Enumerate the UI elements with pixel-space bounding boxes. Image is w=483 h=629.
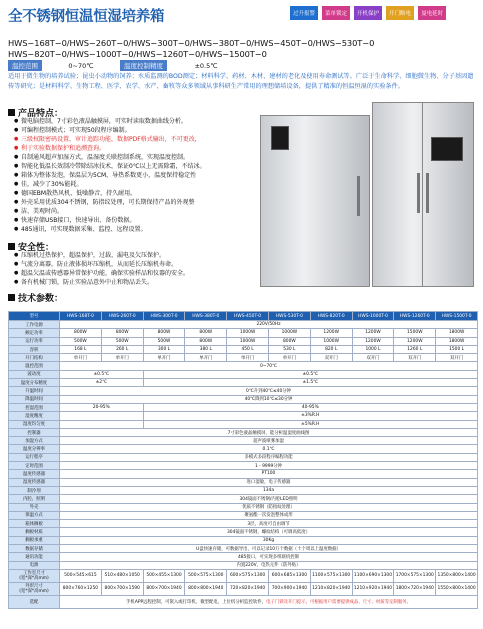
- table-cell: 0.1℃: [60, 445, 478, 453]
- row-label: 容积: [9, 345, 60, 353]
- feature-item: ● 自制通风超声加湿方式，温湿度关联控制系统，实现温度控制。: [14, 153, 279, 162]
- table-cell: 聚氨酯一次发泡整体成形: [60, 511, 478, 519]
- range-bar: [8, 60, 241, 71]
- table-row: [9, 403, 478, 411]
- table-cell: PT100: [60, 470, 478, 478]
- table-header-row: [9, 312, 478, 321]
- option-note-highlight: 电子门锁及开门提示，可根据用户需要提供成品、尺寸、材质等定制服务。: [266, 599, 411, 605]
- row-label: 数据存储: [9, 545, 60, 553]
- single-door-cabinet-image: [260, 115, 370, 287]
- table-cell: 优质不锈钢（防指纹处理）: [60, 503, 478, 511]
- table-cell: 1000W: [310, 337, 352, 345]
- row-label: 温度传感器: [9, 470, 60, 478]
- feature-badge: 过升报警: [290, 6, 318, 20]
- table-cell: 530 L: [268, 345, 310, 353]
- table-cell: 304镜面不锈钢，螺纹结构（可调高低度）: [60, 528, 478, 536]
- table-cell: 单开门: [185, 354, 227, 362]
- table-row: [9, 582, 478, 595]
- table-row: [9, 470, 478, 478]
- safety-item: ● 超温欠温或传感器异常保护功能，确保实验样品和仪器的安全。: [14, 269, 279, 278]
- table-cell: 双开门: [394, 354, 436, 362]
- table-row: [9, 379, 478, 387]
- table-cell: 单开门: [60, 354, 102, 362]
- table-cell: 820 L: [310, 345, 352, 353]
- row-label: 控湿范围: [9, 403, 60, 411]
- row-label: 温度分布精度: [9, 379, 60, 387]
- table-cell: 220V/50Hz: [60, 321, 478, 329]
- table-row: [9, 511, 478, 519]
- table-cell: 600×685×1300: [268, 569, 310, 582]
- table-cell: 7寸彩色液晶触摸屏，能分析温湿度曲线图: [60, 428, 478, 436]
- table-cell: 40℃降到10℃≤30分钟: [60, 395, 478, 403]
- row-label: 波动度: [9, 370, 60, 378]
- table-cell: 800W: [185, 337, 227, 345]
- table-row: [9, 569, 478, 582]
- table-row: [9, 478, 478, 486]
- table-cell: 800×700×1940: [143, 582, 185, 595]
- table-cell: 1550×800×1400: [436, 582, 478, 595]
- option-note-text: 手机APP远程控制，可嵌入或打印机、微型配电，上位机分析监控软件，: [126, 599, 267, 605]
- row-label: 箱体搁板: [9, 520, 60, 528]
- table-cell: 1200W: [352, 329, 394, 337]
- row-label: 搁板材质: [9, 528, 60, 536]
- square-bullet-icon: [8, 109, 15, 116]
- feature-item: ● 485通讯，可实现数据采集、监控、远程设置。: [14, 225, 279, 234]
- table-cell: 1100×690×1300: [352, 569, 394, 582]
- table-cell: 800×760×1250: [60, 582, 102, 595]
- touchscreen-icon: [271, 126, 289, 150]
- row-label: 加湿方式: [9, 437, 60, 445]
- table-row: [9, 387, 478, 395]
- feature-badge: 开机保护: [354, 6, 382, 20]
- table-cell: 1100×575×1300: [310, 569, 352, 582]
- table-cell: 800W: [185, 329, 227, 337]
- feature-item: ● 智能化低温长效制冷带除结冰技术，保证0℃以上无需除霜，不结冰。: [14, 162, 279, 171]
- table-cell: 单开门: [101, 354, 143, 362]
- row-label: 电源: [9, 561, 60, 569]
- fluct-value: ±0.5℃: [194, 61, 218, 70]
- table-cell: 0~70℃: [60, 362, 478, 370]
- table-cell: 1200W: [394, 337, 436, 345]
- table-cell: 双开门: [310, 354, 352, 362]
- table-cell: 1500 L: [436, 345, 478, 353]
- intro-text: 适用于微生物的培养试验；昆虫小动物的饲养；水质监测的BOD测定；材料科学、药材、木材、建材的老化及使用寿命测试等。广泛于生命科学、细胞微生物、分子基因遗传等研究；是材料科学、生物工程、医学、农学、水产、畜牧等众多领域从事科研生产常用的理想储培设备，提供了精准的恒温恒湿的实验条件。: [8, 73, 474, 90]
- model-header-cell: HWS-1500T-0: [436, 312, 478, 321]
- model-list-line2: HWS−820T−0/HWS−1000T−0/HWS−1260T−0/HWS−1500T−0: [8, 49, 267, 59]
- row-label: 降温时间: [9, 395, 60, 403]
- table-cell: 1800W: [436, 329, 478, 337]
- safety-item: ● 备有机械门锁，防止实验品意外中止和物品丢失。: [14, 278, 279, 287]
- row-label: 保温方式: [9, 511, 60, 519]
- row-label: 温度分辨率: [9, 445, 60, 453]
- table-cell: 3层，高度可自由调节: [60, 520, 478, 528]
- feature-item: ● 佳，减少了30%能耗。: [14, 180, 279, 189]
- row-label: 工作电源: [9, 321, 60, 329]
- table-row: [9, 595, 478, 608]
- feature-badges: [290, 6, 446, 20]
- table-row: [9, 437, 478, 445]
- model-header-cell: HWS-450T-0: [227, 312, 269, 321]
- table-cell: 多模式多段程序编程功能: [60, 453, 478, 461]
- feature-item: ● 三级权限密码设置，审计追踪功能，数据PDF格式输出，不可更改，: [14, 135, 279, 144]
- table-cell: 700×900×1940: [268, 582, 310, 595]
- table-cell: [60, 420, 144, 428]
- table-cell: 800W: [143, 329, 185, 337]
- table-cell: 450 L: [227, 345, 269, 353]
- square-bullet-icon: [8, 294, 15, 301]
- door-handle-icon: [426, 173, 429, 213]
- model-header-cell: HWS-300T-0: [143, 312, 185, 321]
- table-row: [9, 345, 478, 353]
- temp-range-label: 温控范围: [8, 60, 42, 71]
- table-row: [9, 445, 478, 453]
- table-cell: 1500W: [394, 329, 436, 337]
- table-cell: 单开门: [268, 354, 310, 362]
- table-cell: 500W: [101, 337, 143, 345]
- features-title: 产品特点：: [18, 109, 64, 119]
- table-cell: 1 - 9999分钟: [60, 462, 478, 470]
- table-cell: 单开门: [143, 354, 185, 362]
- feature-item: ● 箱体为整体发泡，保温层为5CM，导热系数更小，温度保持稳定性: [14, 171, 279, 180]
- table-row: [9, 528, 478, 536]
- fluct-label: 温度控制精度: [120, 60, 167, 71]
- feature-item: ● 利于实验数据保护和追溯查询。: [14, 144, 279, 153]
- table-cell: 双开门: [436, 354, 478, 362]
- model-header-cell: HWS-820T-0: [310, 312, 352, 321]
- table-row: [9, 370, 478, 378]
- table-cell: 485接口，可实现多组联机控制: [60, 553, 478, 561]
- table-row: [9, 503, 478, 511]
- table-cell: 1800×720×1940: [394, 582, 436, 595]
- table-cell: 380 L: [185, 345, 227, 353]
- model-header-cell: HWS-168T-0: [60, 312, 102, 321]
- table-cell: 1700×575×1300: [394, 569, 436, 582]
- table-cell: ±1.5℃: [143, 379, 477, 387]
- table-cell: 800×700×1590: [101, 582, 143, 595]
- row-label: 搁板承重: [9, 536, 60, 544]
- table-row: [9, 412, 478, 420]
- feature-item: ● 可编程控制模式；可实现50段程序编制。: [14, 126, 279, 135]
- safety-list: [14, 251, 279, 287]
- table-row: [9, 453, 478, 461]
- table-cell: 800W: [268, 337, 310, 345]
- table-cell: 800W: [101, 329, 143, 337]
- table-cell: ±0.5℃: [143, 370, 477, 378]
- table-cell: 1200W: [310, 329, 352, 337]
- row-label: 型号: [9, 312, 60, 321]
- touchscreen-icon: [431, 137, 463, 161]
- door-handle-icon: [417, 173, 420, 213]
- table-cell: 500×455×1300: [143, 569, 185, 582]
- row-label: 运行程序: [9, 453, 60, 461]
- table-cell: ±0.5℃: [60, 370, 144, 378]
- table-row: [9, 354, 478, 362]
- table-row: [9, 329, 478, 337]
- table-row: [9, 495, 478, 503]
- table-row: [9, 395, 478, 403]
- row-label: 定时范围: [9, 462, 60, 470]
- row-label: 湿度均匀度: [9, 420, 60, 428]
- table-cell: 800W: [60, 329, 102, 337]
- row-label: 湿度传感器: [9, 478, 60, 486]
- table-cell: 134a: [60, 486, 478, 494]
- row-label: 制冷剂: [9, 486, 60, 494]
- table-cell: 40-95%: [143, 403, 477, 411]
- table-cell: 30Kg: [60, 536, 478, 544]
- table-row: [9, 321, 478, 329]
- safety-item: ● 气流分离器，防止液体损坏压缩机，从而延长压缩机寿命。: [14, 260, 279, 269]
- table-cell: ±5%R.H: [143, 420, 477, 428]
- feature-item: ● 微电脑控制，7寸彩色液晶触摸屏，可实时读取数据曲线分析。: [14, 117, 279, 126]
- features-list: [14, 117, 279, 234]
- table-cell: 1210×920×1940: [352, 582, 394, 595]
- table-cell: 进口湿敏，电子传感器: [60, 478, 478, 486]
- tech-heading: [8, 291, 63, 304]
- temp-range-value: 0~70℃: [68, 61, 94, 70]
- door-handle-icon: [357, 176, 360, 216]
- row-label: 开门结构: [9, 354, 60, 362]
- table-cell: 1200W: [352, 337, 394, 345]
- row-label: 外形尺寸 (宽*深*高mm): [9, 582, 60, 595]
- table-cell: 20-95%: [60, 403, 144, 411]
- table-row: [9, 428, 478, 436]
- feature-item: ● 快速存储USB接口，快速导出、备份数据。: [14, 216, 279, 225]
- feature-item: ● 德国EBM散热风机，低噪静音，持久耐用。: [14, 189, 279, 198]
- option-note-cell: [60, 595, 478, 608]
- row-label: 温控范围: [9, 362, 60, 370]
- model-header-cell: HWS-1260T-0: [394, 312, 436, 321]
- table-cell: 双开门: [352, 354, 394, 362]
- model-header-cell: HWS-530T-0: [268, 312, 310, 321]
- table-cell: 1000 L: [352, 345, 394, 353]
- row-label: 控制器: [9, 428, 60, 436]
- table-row: [9, 462, 478, 470]
- table-cell: 1210×820×1940: [310, 582, 352, 595]
- table-cell: ±3%R.H: [143, 412, 477, 420]
- row-label: 工作室尺寸 (宽*深*高mm): [9, 569, 60, 582]
- table-row: [9, 536, 478, 544]
- table-cell: 1000W: [227, 337, 269, 345]
- table-row: [9, 420, 478, 428]
- table-cell: 720×820×1940: [227, 582, 269, 595]
- table-cell: 0℃升到40℃≤40分钟: [60, 387, 478, 395]
- table-cell: 260 L: [101, 345, 143, 353]
- row-label: 选配: [9, 595, 60, 608]
- table-cell: 510×480×1050: [101, 569, 143, 582]
- row-label: 通讯功能: [9, 553, 60, 561]
- table-cell: 1000W: [268, 329, 310, 337]
- safety-title: 安全性：: [18, 243, 55, 253]
- row-label: 湿度精度: [9, 412, 60, 420]
- spec-table: [8, 311, 478, 609]
- row-label: 外壳: [9, 503, 60, 511]
- table-cell: U盘快速存储，可数据导出，可以记录10万个数据（十个周以上温度数据）: [60, 545, 478, 553]
- table-cell: 300 L: [143, 345, 185, 353]
- table-cell: 1260 L: [394, 345, 436, 353]
- table-row: [9, 520, 478, 528]
- table-cell: 1350×800×1400: [436, 569, 478, 582]
- table-cell: 500×545×615: [60, 569, 102, 582]
- table-cell: [60, 412, 144, 420]
- feature-item: ● 外壳采用优质304不锈钢，防指纹处理，可长期保持产品的外观整: [14, 198, 279, 207]
- row-label: 内腔、照明: [9, 495, 60, 503]
- model-header-cell: HWS-1000T-0: [352, 312, 394, 321]
- model-header-cell: HWS-380T-0: [185, 312, 227, 321]
- table-cell: 600×575×1300: [227, 569, 269, 582]
- feature-badge: 开门断电: [386, 6, 414, 20]
- table-row: [9, 486, 478, 494]
- row-label: 运行功率: [9, 337, 60, 345]
- row-label: 额定功率: [9, 329, 60, 337]
- table-row: [9, 561, 478, 569]
- table-cell: ±2℃: [60, 379, 144, 387]
- table-cell: 超声波喷雾加湿: [60, 437, 478, 445]
- table-cell: 800×800×1940: [185, 582, 227, 595]
- table-cell: 304镜面不锈钢/内腔LED照明: [60, 495, 478, 503]
- table-cell: 168 L: [60, 345, 102, 353]
- tech-title: 技术参数：: [18, 294, 64, 304]
- table-row: [9, 362, 478, 370]
- table-row: [9, 553, 478, 561]
- double-door-cabinet-image: [372, 102, 474, 287]
- table-row: [9, 545, 478, 553]
- safety-item: ● 压缩机过热保护，超温保护，过载、漏电及欠压保护。: [14, 251, 279, 260]
- table-cell: 单开门: [227, 354, 269, 362]
- table-row: [9, 337, 478, 345]
- model-header-cell: HWS-260T-0: [101, 312, 143, 321]
- table-cell: 1000W: [227, 329, 269, 337]
- table-cell: 500W: [60, 337, 102, 345]
- page-title: 全不锈钢恒温恒湿培养箱: [8, 9, 165, 25]
- table-cell: 500W: [143, 337, 185, 345]
- square-bullet-icon: [8, 243, 15, 250]
- table-cell: 500×575×1300: [185, 569, 227, 582]
- feature-badge: 菜单锁定: [322, 6, 350, 20]
- row-label: 升温时间: [9, 387, 60, 395]
- table-cell: 1800W: [436, 337, 478, 345]
- feature-item: ● 洁、美观时尚。: [14, 207, 279, 216]
- model-list-line1: HWS−168T−0/HWS−260T−0/HWS−300T−0/HWS−380T−0/HWS−450T−0/HWS−530T−0: [8, 38, 375, 48]
- table-cell: 内置220V，电热元件（防外贴）: [60, 561, 478, 569]
- feature-badge: 曼电延时: [418, 6, 446, 20]
